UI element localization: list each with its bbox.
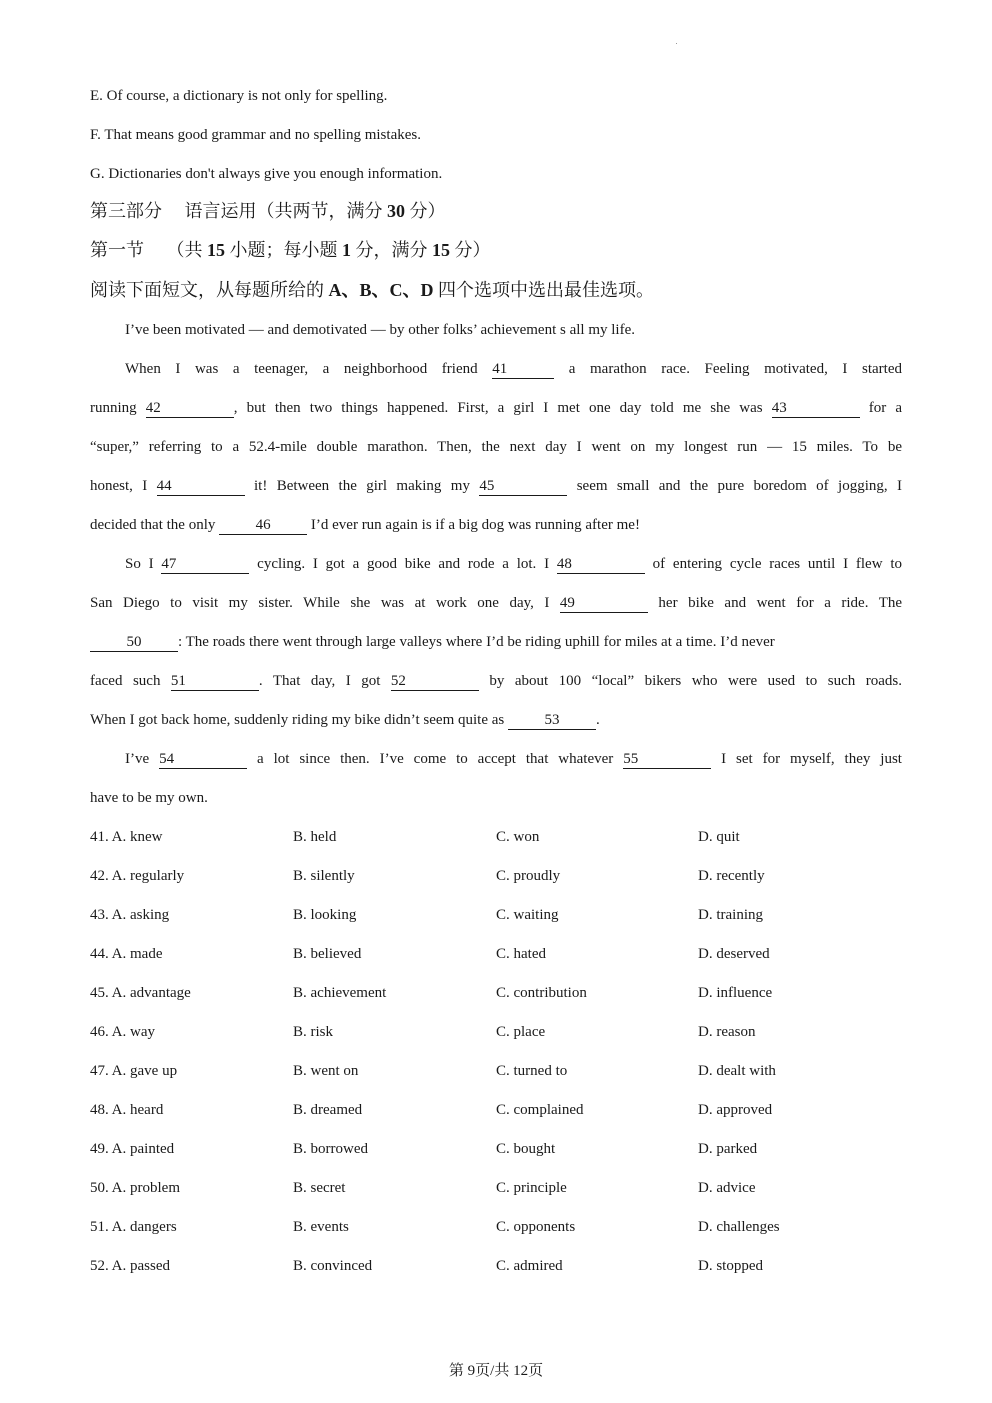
option-a: 47. A. gave up: [90, 1063, 178, 1079]
option-c: C. proudly: [496, 868, 561, 884]
text-segment: : The roads there went through large valleys where I’d be riding uphill for miles at a time. I’d never: [178, 634, 775, 650]
passage-line-7: [125, 554, 902, 574]
option-b: B. convinced: [293, 1258, 373, 1274]
blank-51: 51: [171, 673, 259, 691]
option-a: 42. A. regularly: [90, 868, 185, 884]
instruction-letters: A、B、C、D: [328, 280, 434, 300]
text-segment: seem small and the pure boredom of jogging, I: [567, 478, 902, 494]
option-d: D. parked: [698, 1141, 758, 1157]
question-52: [90, 1256, 902, 1276]
passage-line-1: I’ve been motivated — and demotivated — by other folks’ achievement s all my life.: [125, 322, 635, 338]
subsection-text-2: 分，满分: [351, 240, 432, 260]
option-a: 41. A. knew: [90, 829, 163, 845]
option-a: 49. A. painted: [90, 1141, 175, 1157]
option-b: B. events: [293, 1219, 349, 1235]
text-segment: faced such: [90, 673, 171, 689]
text-segment: a lot since then. I’ve come to accept that whatever: [247, 751, 624, 767]
question-44: [90, 944, 902, 964]
option-d: D. recently: [698, 868, 765, 884]
option-b: B. achievement: [293, 985, 387, 1001]
option-d: D. influence: [698, 985, 773, 1001]
blank-55: 55: [623, 751, 711, 769]
blank-45: 45: [479, 478, 567, 496]
option-b: B. dreamed: [293, 1102, 363, 1118]
passage-line-5: [90, 476, 902, 496]
passage-line-10: [90, 671, 902, 691]
section-heading: [90, 201, 446, 221]
option-b: B. secret: [293, 1180, 346, 1196]
text-segment: honest, I: [90, 478, 157, 494]
passage-line-3: [90, 398, 902, 418]
option-b: B. held: [293, 829, 337, 845]
option-b: B. silently: [293, 868, 355, 884]
text-segment: .: [595, 712, 600, 728]
instruction-text: 阅读下面短文，从每题所给的: [90, 280, 329, 300]
passage-line-9: [90, 632, 902, 652]
option-b: B. went on: [293, 1063, 359, 1079]
option-a: 51. A. dangers: [90, 1219, 177, 1235]
question-47: [90, 1061, 902, 1081]
question-46: [90, 1022, 902, 1042]
option-d: D. advice: [698, 1180, 756, 1196]
option-d: D. dealt with: [698, 1063, 776, 1079]
option-d: D. training: [698, 907, 763, 923]
text-segment: When I was a teenager, a neighborhood friend: [125, 361, 493, 377]
subsection-text-1: 小题；每小题: [225, 240, 342, 260]
option-c: C. complained: [496, 1102, 584, 1118]
blank-52: 52: [391, 673, 479, 691]
passage-line-2: [125, 359, 902, 379]
blank-41: 41: [492, 361, 554, 379]
option-g: G. Dictionaries don't always give you enough information.: [90, 166, 443, 182]
blank-42: 42: [146, 400, 234, 418]
option-a: 44. A. made: [90, 946, 163, 962]
question-43: [90, 905, 902, 925]
text-segment: of entering cycle races until I flew to: [644, 556, 902, 572]
passage-line-6: [90, 515, 902, 535]
question-48: [90, 1100, 902, 1120]
points-each: 1: [342, 240, 351, 260]
option-c: C. waiting: [496, 907, 559, 923]
option-a: 45. A. advantage: [90, 985, 191, 1001]
instruction-end: 四个选项中选出最佳选项。: [433, 280, 655, 300]
text-segment: decided that the only: [90, 517, 220, 533]
option-d: D. deserved: [698, 946, 770, 962]
section-score: 30: [387, 201, 405, 221]
blank-49: 49: [560, 595, 648, 613]
question-45: [90, 983, 902, 1003]
option-f: F. That means good grammar and no spelling mistakes.: [90, 127, 421, 143]
option-c: C. bought: [496, 1141, 556, 1157]
option-e: E. Of course, a dictionary is not only for spelling.: [90, 88, 388, 104]
blank-47: 47: [161, 556, 249, 574]
option-c: C. place: [496, 1024, 546, 1040]
points-total: 15: [432, 240, 450, 260]
subsection-text-3: 分）: [450, 240, 491, 260]
option-c: C. contribution: [496, 985, 587, 1001]
text-segment: . That day, I got: [258, 673, 391, 689]
question-51: [90, 1217, 902, 1237]
option-d: D. quit: [698, 829, 740, 845]
text-segment: cycling. I got a good bike and rode a lot. I: [249, 556, 557, 572]
text-segment: running: [90, 400, 146, 416]
text-segment: , but then two things happened. First, a girl I met one day told me she was: [233, 400, 772, 416]
text-segment: I’ve: [125, 751, 160, 767]
passage-line-8: [90, 593, 902, 613]
option-a: 52. A. passed: [90, 1258, 170, 1274]
option-d: D. stopped: [698, 1258, 763, 1274]
question-50: [90, 1178, 902, 1198]
option-a: 46. A. way: [90, 1024, 155, 1040]
text-segment: by about 100 “local” bikers who were used to such roads.: [478, 673, 902, 689]
passage-line-13: have to be my own.: [90, 790, 208, 806]
section-heading-text: 第三部分 语言运用（共两节，满分: [90, 201, 387, 221]
option-c: C. won: [496, 829, 540, 845]
text-segment: I’d ever run again is if a big dog was running after me!: [307, 517, 640, 533]
question-count: 15: [207, 240, 225, 260]
option-d: D. reason: [698, 1024, 756, 1040]
option-a: 48. A. heard: [90, 1102, 164, 1118]
text-segment: I set for myself, they just: [711, 751, 902, 767]
scan-dot: [676, 43, 677, 44]
option-d: D. approved: [698, 1102, 773, 1118]
option-d: D. challenges: [698, 1219, 780, 1235]
blank-44: 44: [157, 478, 245, 496]
option-b: B. borrowed: [293, 1141, 368, 1157]
option-c: C. opponents: [496, 1219, 576, 1235]
option-b: B. believed: [293, 946, 362, 962]
option-a: 43. A. asking: [90, 907, 170, 923]
blank-43: 43: [772, 400, 860, 418]
text-segment: San Diego to visit my sister. While she was at work one day, I: [90, 595, 560, 611]
text-segment: So I: [125, 556, 162, 572]
blank-50: 50: [90, 634, 178, 652]
option-c: C. hated: [496, 946, 546, 962]
blank-46: 46: [219, 517, 307, 535]
subsection-heading: [90, 240, 491, 260]
option-b: B. looking: [293, 907, 357, 923]
section-heading-end: 分）: [405, 201, 446, 221]
passage-line-4: “super,” referring to a 52.4-mile double marathon. Then, the next day I went on my longest run — 15 miles. To be: [90, 439, 902, 455]
subsection-heading-text: 第一节 （共: [90, 240, 207, 260]
text-segment: a marathon race. Feeling motivated, I started: [554, 361, 902, 377]
text-segment: When I got back home, suddenly riding my bike didn’t seem quite as: [90, 712, 508, 728]
question-42: [90, 866, 902, 886]
option-c: C. admired: [496, 1258, 563, 1274]
option-a: 50. A. problem: [90, 1180, 180, 1196]
text-segment: her bike and went for a ride. The: [647, 595, 903, 611]
option-b: B. risk: [293, 1024, 334, 1040]
blank-53: 53: [508, 712, 596, 730]
option-c: C. turned to: [496, 1063, 568, 1079]
question-49: [90, 1139, 902, 1159]
blank-54: 54: [159, 751, 247, 769]
page-number: 第 9页/共 12页: [448, 1363, 544, 1379]
text-segment: it! Between the girl making my: [244, 478, 480, 494]
question-41: [90, 827, 902, 847]
passage-line-12: [125, 749, 902, 769]
passage-line-11: [90, 710, 902, 730]
blank-48: 48: [557, 556, 645, 574]
instruction: [90, 280, 654, 300]
option-c: C. principle: [496, 1180, 567, 1196]
text-segment: for a: [859, 400, 903, 416]
